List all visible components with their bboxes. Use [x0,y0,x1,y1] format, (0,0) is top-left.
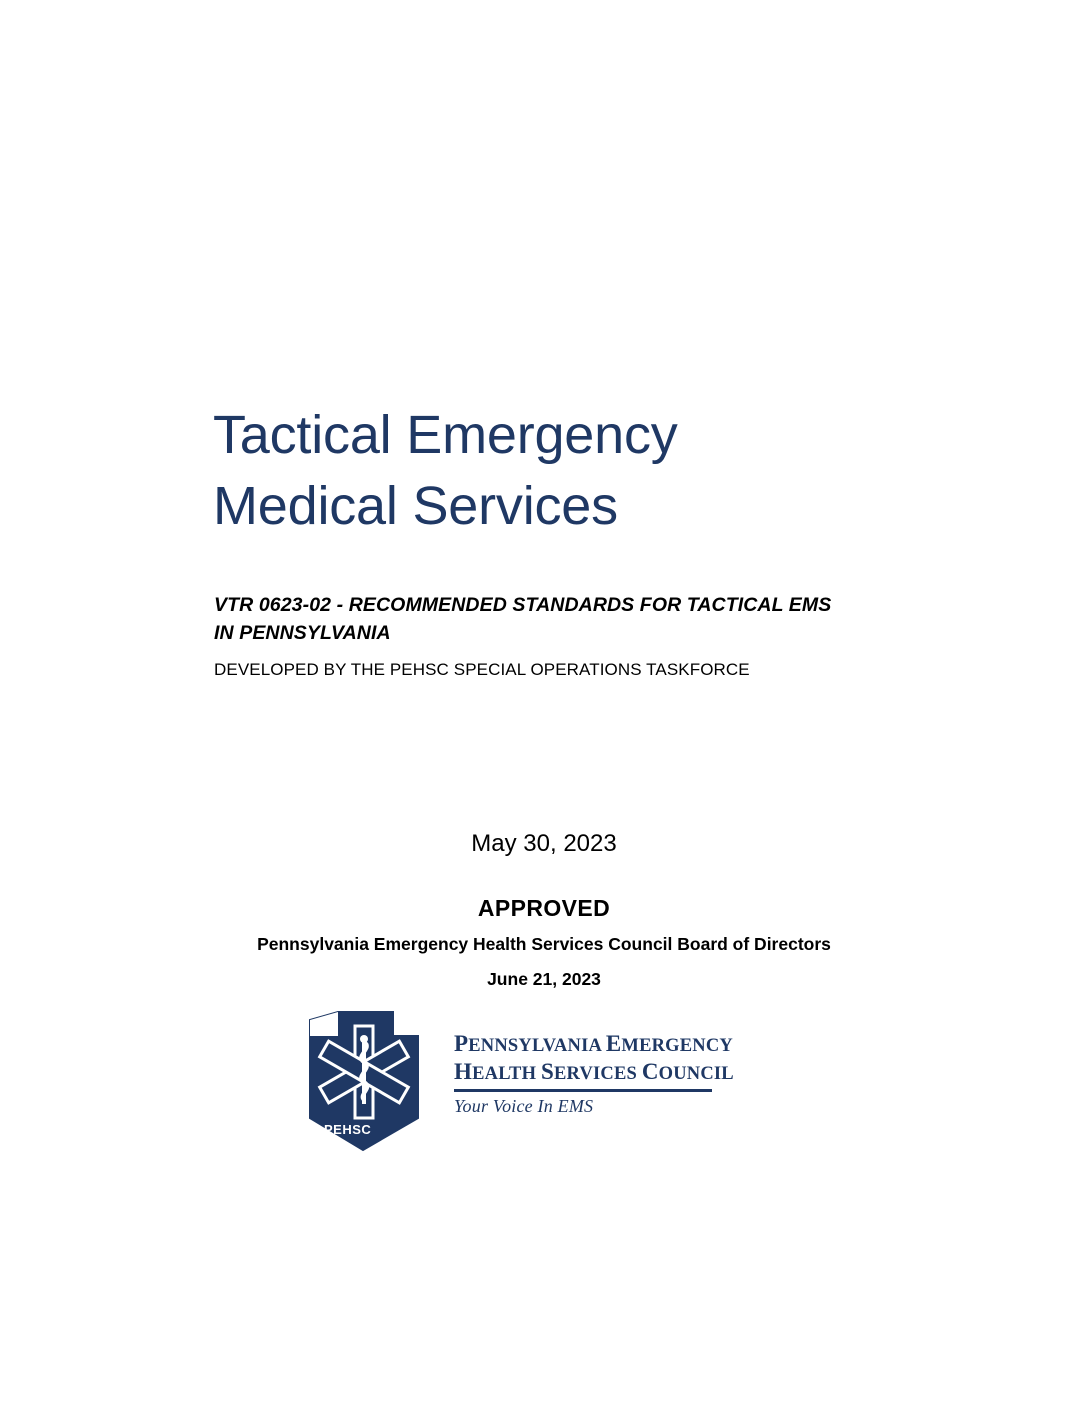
pehsc-logo [276,1000,742,1158]
logo-l2-ealth: EALTH [472,1064,541,1085]
logo-l1-ennsylvania: ENNSYLVANIA [468,1036,606,1056]
logo-l2-ouncil: OUNCIL [658,1064,734,1085]
approval-block [0,895,1088,993]
developed-by-line: DEVELOPED BY THE PEHSC SPECIAL OPERATIONS TASKFORCE [214,660,750,680]
logo-l2-ervices: ERVICES [554,1064,642,1085]
logo-l1-e: E [605,1031,622,1056]
logo-l2-c: C [641,1059,659,1085]
logo-line-1 [454,1030,734,1058]
approval-date: June 21, 2023 [487,969,601,990]
logo-wordmark [454,1030,734,1117]
title-line-1: Tactical Emergency [213,405,678,465]
logo-l2-h: H [454,1059,473,1085]
logo-l1-p: P [454,1031,469,1056]
document-date: May 30, 2023 [471,830,617,857]
pehsc-mark-label: PEHSC [324,1122,372,1137]
approving-board: Pennsylvania Emergency Health Services Council Board of Directors [257,934,831,954]
logo-l2-s: S [541,1059,554,1085]
keystone-star-of-life-icon [298,1006,428,1154]
approved-label: APPROVED [477,895,611,921]
logo-l1-mergency: MERGENCY [621,1036,733,1056]
logo-tagline: Your Voice In EMS [454,1096,594,1117]
logo-divider [454,1089,712,1092]
logo-line-2 [454,1058,734,1086]
subtitle-line-1: VTR 0623-02 - RECOMMENDED STANDARDS FOR TACTICAL EMS [214,594,832,616]
title-line-2: Medical Services [213,476,618,537]
page-title [213,400,913,543]
subtitle-block [214,592,904,682]
subtitle-line-2: IN PENNSYLVANIA [214,621,391,644]
